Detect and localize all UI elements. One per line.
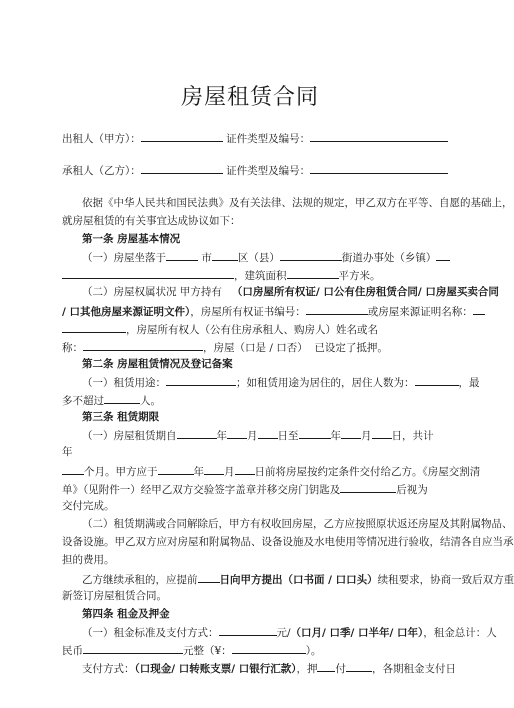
rent-unit-label: 元/ <box>276 627 291 639</box>
max-label: ，最 <box>458 377 480 389</box>
ownership-options[interactable]: （口房屋所有权证/ 口公有住房租赁合同/ 口房屋买卖合同 <box>231 286 499 298</box>
owner-name-label: ，房屋所有权人（公有住房承租人、购房人）姓名或名 <box>126 324 378 336</box>
delivery-day-blank[interactable] <box>235 463 255 475</box>
article-3-heading: 第三条 租赁期限 <box>82 411 160 423</box>
address-blank[interactable] <box>62 267 234 279</box>
article-3-term-line-5: 交付完成。 <box>62 500 115 512</box>
lessor-line <box>62 130 442 146</box>
article-2-max-line <box>62 392 442 408</box>
lessor-label: 出租人（甲方）： <box>62 133 141 145</box>
article-1-ownership-line-4 <box>62 339 442 355</box>
article-1-area-line <box>62 267 442 283</box>
rent-total-label: ，租金总计：人 <box>423 627 497 639</box>
delivery-label: 个月。甲方应于 <box>84 466 158 478</box>
rent-total-number-blank[interactable] <box>232 642 306 654</box>
pay-label: 付 <box>335 663 346 675</box>
intro-line-1: 依据《中华人民共和国民法典》及有关法律、法规的规定，甲乙双方在平等、自愿的基础上， <box>82 197 513 209</box>
certificate-label: ，房屋所有权证书编号： <box>190 306 306 318</box>
area-unit: 平方米。 <box>338 270 381 282</box>
location-label: （一）房屋坐落于 <box>82 252 166 264</box>
total-label: 日，共计 <box>391 430 434 442</box>
article-1-heading: 第一条 房屋基本情况 <box>82 233 181 245</box>
ownership-label: （二）房屋权属状况 甲方持有 <box>82 286 222 298</box>
residents-blank[interactable] <box>415 374 459 386</box>
deposit-label: ，押 <box>296 663 318 675</box>
handover-keys-label: 单》（见附件一）经甲乙双方交验签字盖章并移交房门钥匙及 <box>62 484 341 496</box>
article-1-location-line <box>82 249 462 265</box>
end-day-blank[interactable] <box>372 427 392 439</box>
owner-name-blank[interactable] <box>83 339 203 351</box>
rent-amount-blank[interactable] <box>219 624 277 636</box>
max-residents-blank[interactable] <box>104 392 140 404</box>
city-blank[interactable] <box>166 249 198 261</box>
article-2-use-line <box>82 374 480 390</box>
article-3-return-line-2: 设备设施。甲乙双方应对房屋和附属物品、设备设施及水电使用等情况进行验收，结清各自应当承 <box>62 536 514 548</box>
term-start-label: （一）房屋租赁期自 <box>82 430 177 442</box>
intro-line-2: 就房屋租赁的有关事宜达成协议如下： <box>62 215 241 227</box>
article-3-term-line-1 <box>82 427 462 443</box>
handover-items-blank[interactable] <box>340 481 396 493</box>
rent-standard-label: （一）租金标准及支付方式： <box>82 627 219 639</box>
mortgage-label: 已设定了抵押。 <box>314 342 388 354</box>
lessor-id-label: 证件类型及编号： <box>226 133 311 145</box>
article-3-return-line-1: （二）租赁期满或合同解除后，甲方有权收回房屋，乙方应按照原状返还房屋及其附属物品、 <box>82 518 513 530</box>
use-blank[interactable] <box>166 374 236 386</box>
article-3-renewal-line-1 <box>82 571 514 587</box>
renewal-days-blank[interactable] <box>198 571 220 583</box>
city-label: 市 <box>201 252 212 264</box>
max-prefix: 多不超过 <box>62 395 104 407</box>
start-month-blank[interactable] <box>227 427 247 439</box>
payment-date-label: ，各期租金支付日 <box>371 663 456 675</box>
street-label: 街道办事处（乡镇） <box>341 252 437 264</box>
article-1-ownership-line-3 <box>62 321 442 337</box>
use-label: （一）租赁用途： <box>82 377 166 389</box>
lessee-line <box>62 162 442 178</box>
article-4-payment-line <box>82 660 462 676</box>
article-3-term-line-3 <box>62 463 481 479</box>
article-2-heading: 第二条 房屋租赁情况及登记备案 <box>82 358 233 370</box>
area-label: ，建筑面积 <box>234 270 287 282</box>
article-4-rent-line-2 <box>62 642 442 658</box>
lessee-name-blank[interactable] <box>141 162 223 174</box>
source-proof-label: 或房屋来源证明名称： <box>367 306 473 318</box>
article-3-return-line-3: 担的费用。 <box>62 554 115 566</box>
year-label: 年 <box>216 430 227 442</box>
month-label-3: 月 <box>224 466 235 478</box>
town-blank[interactable] <box>436 249 450 261</box>
article-3-term-line-4 <box>62 481 442 497</box>
start-day-blank[interactable] <box>258 427 278 439</box>
article-3-term-line-2: 年 <box>62 446 73 458</box>
year-label-3: 年 <box>193 466 204 478</box>
article-1-ownership-line-1 <box>82 285 499 299</box>
article-4-rent-line-1 <box>82 624 497 640</box>
article-1-ownership-line-2 <box>62 303 473 319</box>
owner-name-prefix: 称： <box>62 342 83 354</box>
year-label-2: 年 <box>330 430 341 442</box>
start-year-blank[interactable] <box>177 427 217 439</box>
mortgage-options[interactable]: ，房屋（口是 / 口否） <box>203 342 308 354</box>
deposit-blank[interactable] <box>317 660 335 672</box>
certificate-blank[interactable] <box>306 303 368 315</box>
lessee-id-label: 证件类型及编号： <box>226 165 311 177</box>
month-label-2: 月 <box>361 430 372 442</box>
handover-after-label: 后视为 <box>396 484 428 496</box>
renewal-method-options[interactable]: 日向甲方提出（口书面 / 口口头） <box>219 574 378 586</box>
rmb-label: 民币 <box>62 645 83 657</box>
street-blank[interactable] <box>280 249 342 261</box>
ownership-options-other[interactable]: / 口其他房屋来源证明文件） <box>62 306 191 318</box>
pay-blank[interactable] <box>346 660 372 672</box>
handover-label: 日前将房屋按约定条件交付给乙方。《房屋交割清 <box>254 466 481 478</box>
month-label: 月 <box>247 430 258 442</box>
renewal-request-label: 续租要求，协商一致后双方重 <box>377 574 514 586</box>
lessee-id-blank[interactable] <box>310 162 448 174</box>
payment-method-label: 支付方式： <box>82 663 135 675</box>
renewal-label: 乙方继续承租的，应提前 <box>82 574 198 586</box>
rent-period-options[interactable]: （口月/ 口季/ 口半年/ 口年） <box>290 627 424 639</box>
article-4-heading: 第四条 租金及押金 <box>82 608 170 620</box>
day-to-label: 日至 <box>277 430 299 442</box>
page-title: 房屋租赁合同 <box>180 85 319 110</box>
rent-total-words-blank[interactable] <box>83 642 183 654</box>
residents-label: ；如租赁用途为居住的，居住人数为： <box>236 377 415 389</box>
end-month-blank[interactable] <box>341 427 361 439</box>
article-3-renewal-line-2: 新签订房屋租赁合同。 <box>62 590 167 602</box>
yuan-label: 元整（¥： <box>183 645 232 657</box>
end-year-blank[interactable] <box>299 427 331 439</box>
months-blank[interactable] <box>62 463 84 475</box>
max-unit: 人。 <box>140 395 161 407</box>
source-proof-blank-2[interactable] <box>62 321 126 333</box>
lessor-name-blank[interactable] <box>141 130 223 142</box>
close-paren-label: ）。 <box>305 645 322 657</box>
district-label: 区（县） <box>237 252 280 264</box>
lessor-id-blank[interactable] <box>310 130 448 142</box>
district-blank[interactable] <box>212 249 238 261</box>
payment-method-options[interactable]: （口现金/ 口转账支票/ 口银行汇款） <box>134 663 297 675</box>
lessee-label: 承租人（乙方）： <box>62 165 141 177</box>
delivery-year-blank[interactable] <box>158 463 194 475</box>
source-proof-blank[interactable] <box>473 303 485 315</box>
delivery-month-blank[interactable] <box>204 463 224 475</box>
area-blank[interactable] <box>287 267 339 279</box>
